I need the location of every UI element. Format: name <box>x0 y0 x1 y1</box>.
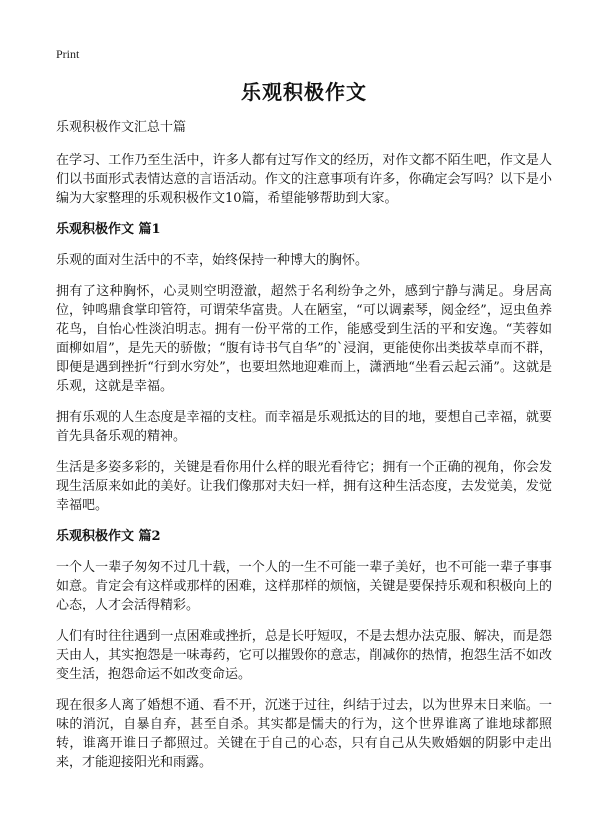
page-title: 乐观积极作文 <box>241 80 367 104</box>
document-body <box>56 118 552 784</box>
print-link[interactable]: Print <box>56 47 80 61</box>
intro-paragraph: 在学习、工作乃至生活中，许多人都有过写作文的经历，对作文都不陌生吧，作文是人们以书面形式表情达意的言语活动。作文的注意事项有许多，你确定会写吗？以下是小编为大家整理的乐观积极作文10篇，希望能够帮助到大家。 <box>56 153 552 206</box>
section-heading-2: 乐观积极作文 篇2 <box>56 529 161 544</box>
section-2-paragraph: 一个人一辈子匆匆不过几十载，一个人的一生不可能一辈子美好，也不可能一辈子事事如意。肯定会有这样或那样的困难，这样那样的烦恼，关键是要保持乐观和积极向上的心态，人才会活得精彩。 <box>56 560 552 613</box>
section-1-paragraph: 生活是多姿多彩的，关键是看你用什么样的眼光看待它；拥有一个正确的视角，你会发现生活原来如此的美好。让我们像那对夫妇一样，拥有这种生活态度，去发觉美，发觉幸福吧。 <box>56 460 552 513</box>
section-1-paragraph: 乐观的面对生活中的不幸，始终保持一种博大的胸怀。 <box>56 253 369 268</box>
section-2-paragraph: 人们有时往往遇到一点困难或挫折，总是长吁短叹，不是去想办法克服、解决，而是怨天由人，其实抱怨是一味毒药，它可以摧毁你的意志，削减你的热情，抱怨生活不如改变生活，抱怨命运不如改变命运。 <box>56 629 552 682</box>
section-2-paragraph: 现在很多人离了婚想不通、看不开，沉迷于过往，纠结于过去，以为世界末日来临。一味的消沉，自暴自弃，甚至自杀。其实都是懦夫的行为，这个世界谁离了谁地球都照转，谁离开谁日子都照过。关键在于自己的心态，只有自己从失败婚姻的阴影中走出来，才能迎接阳光和雨露。 <box>56 698 552 770</box>
section-1-paragraph: 拥有乐观的人生态度是幸福的支柱。而幸福是乐观抵达的目的地，要想自己幸福，就要首先具备乐观的精神。 <box>56 410 552 444</box>
section-1-paragraph: 拥有了这种胸怀，心灵则空明澄澈，超然于名利纷争之外，感到宁静与满足。身居高位，钟鸣鼎食掌印管符，可谓荣华富贵。人在陋室，“可以调素琴，阅金经”，逗虫鱼养花鸟，自怡心性淡泊明志。拥有一份平常的工作，能感受到生活的平和安逸。“芙蓉如面柳如眉”，是先天的骄傲；“腹有诗书气自华”的`浸润，更能使你出类拔萃卓而不群，即便是遇到挫折“行到水穷处”，也要坦然地迎难而上，潇洒地“坐看云起云涌”。这就是乐观，这就是幸福。 <box>56 284 552 394</box>
document-subtitle: 乐观积极作文汇总十篇 <box>56 120 187 135</box>
section-heading-1: 乐观积极作文 篇1 <box>56 222 161 237</box>
